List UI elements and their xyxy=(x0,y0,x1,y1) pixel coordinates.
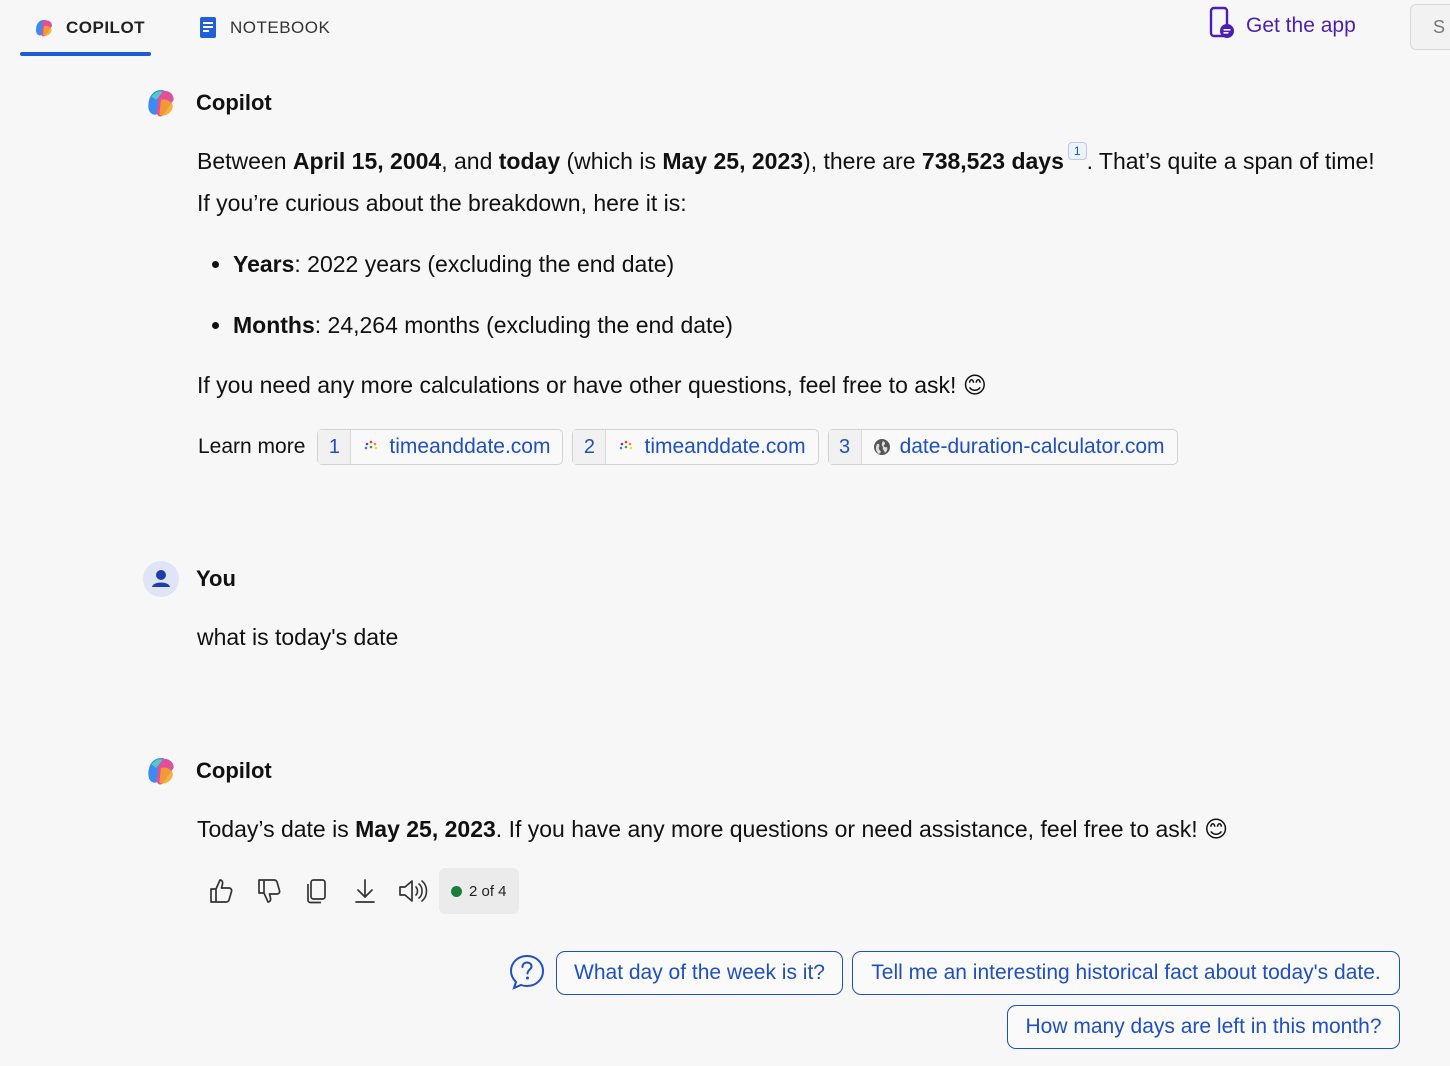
source-site: timeanddate.com xyxy=(644,435,806,458)
tab-notebook[interactable] xyxy=(196,0,330,56)
learn-more-label: Learn more xyxy=(198,435,306,458)
text-span: ), there are xyxy=(803,148,922,174)
mobile-phone-icon xyxy=(1208,6,1236,46)
copilot-avatar-icon xyxy=(142,752,180,790)
copy-button[interactable] xyxy=(293,868,341,914)
sign-in-button[interactable] xyxy=(1410,4,1450,50)
top-bar xyxy=(0,0,1446,60)
tab-copilot[interactable] xyxy=(20,0,151,56)
copilot-answer-text xyxy=(197,814,1228,844)
bullet-dot xyxy=(212,322,219,329)
source-chip-1[interactable] xyxy=(317,429,563,465)
status-dot xyxy=(451,886,462,897)
bold-span: today xyxy=(498,148,561,174)
sender-name: You xyxy=(196,566,236,591)
source-number: 2 xyxy=(573,430,606,464)
timeanddate-favicon-icon xyxy=(361,437,381,457)
suggestion-chip[interactable]: How many days are left in this month? xyxy=(1007,1005,1400,1049)
text-span: . That’s quite a span of time! xyxy=(1086,148,1375,174)
source-site: date-duration-calculator.com xyxy=(899,435,1165,458)
bold-span: 738,523 days xyxy=(921,148,1064,174)
thumbs-up-icon xyxy=(208,877,234,905)
source-number: 1 xyxy=(318,430,351,464)
list-item-label: Years xyxy=(233,251,295,277)
source-number: 3 xyxy=(829,430,862,464)
list-item xyxy=(212,249,674,279)
source-site: timeanddate.com xyxy=(389,435,551,458)
copilot-answer-closing: If you need any more calculations or have other questions, feel free to ask! 😊 xyxy=(197,372,987,398)
list-item-text: : 24,264 months (excluding the end date) xyxy=(314,312,733,338)
tab-copilot-label: COPILOT xyxy=(66,18,146,37)
text-span: , and xyxy=(441,148,499,174)
source-chip-3[interactable] xyxy=(828,429,1178,465)
copilot-avatar-icon xyxy=(142,84,180,122)
response-count-badge xyxy=(439,868,519,914)
text-span: (which is xyxy=(560,148,663,174)
text-span: Between xyxy=(197,148,293,174)
citation-badge[interactable]: 1 xyxy=(1068,142,1087,160)
globe-icon xyxy=(872,437,892,457)
suggestion-chip[interactable]: What day of the week is it? xyxy=(556,951,843,995)
speaker-icon xyxy=(397,877,429,905)
thumbs-down-button[interactable] xyxy=(245,868,293,914)
notebook-icon xyxy=(196,16,220,40)
response-count-label: 2 of 4 xyxy=(469,882,507,900)
user-message-header xyxy=(142,560,236,598)
bold-span: April 15, 2004 xyxy=(292,148,442,174)
learn-more-row xyxy=(198,429,1187,465)
copilot-message-header xyxy=(142,752,272,790)
download-icon xyxy=(353,877,377,905)
tab-notebook-label: NOTEBOOK xyxy=(230,18,331,37)
bullet-dot xyxy=(212,261,219,268)
thumbs-up-button[interactable] xyxy=(197,868,245,914)
user-avatar-icon xyxy=(142,560,180,598)
copilot-logo-icon xyxy=(32,16,56,40)
copilot-answer-line-1 xyxy=(197,146,1375,176)
sender-name: Copilot xyxy=(196,90,272,115)
source-chip-2[interactable] xyxy=(572,429,818,465)
copilot-answer-line-2: If you’re curious about the breakdown, here it is: xyxy=(197,190,687,216)
sign-in-label: S xyxy=(1433,17,1446,37)
user-message-text: what is today's date xyxy=(197,624,399,650)
read-aloud-button[interactable] xyxy=(389,868,437,914)
suggestion-chip[interactable]: Tell me an interesting historical fact about today's date. xyxy=(852,951,1400,995)
list-item-label: Months xyxy=(233,312,315,338)
question-bubble-icon xyxy=(509,954,545,990)
sender-name: Copilot xyxy=(196,758,272,783)
text-span: . If you have any more questions or need assistance, feel free to ask! 😊 xyxy=(495,816,1229,842)
text-span: Today’s date is xyxy=(197,816,356,842)
get-the-app-label: Get the app xyxy=(1246,14,1356,37)
bold-span: May 25, 2023 xyxy=(662,148,804,174)
bold-span: May 25, 2023 xyxy=(355,816,496,842)
get-the-app-link[interactable] xyxy=(1208,8,1356,44)
list-item-text: : 2022 years (excluding the end date) xyxy=(294,251,675,277)
copy-icon xyxy=(305,877,329,905)
download-button[interactable] xyxy=(341,868,389,914)
copilot-message-header xyxy=(142,84,272,122)
thumbs-down-icon xyxy=(256,877,282,905)
timeanddate-favicon-icon xyxy=(616,437,636,457)
list-item xyxy=(212,310,733,340)
response-actions xyxy=(197,868,519,914)
